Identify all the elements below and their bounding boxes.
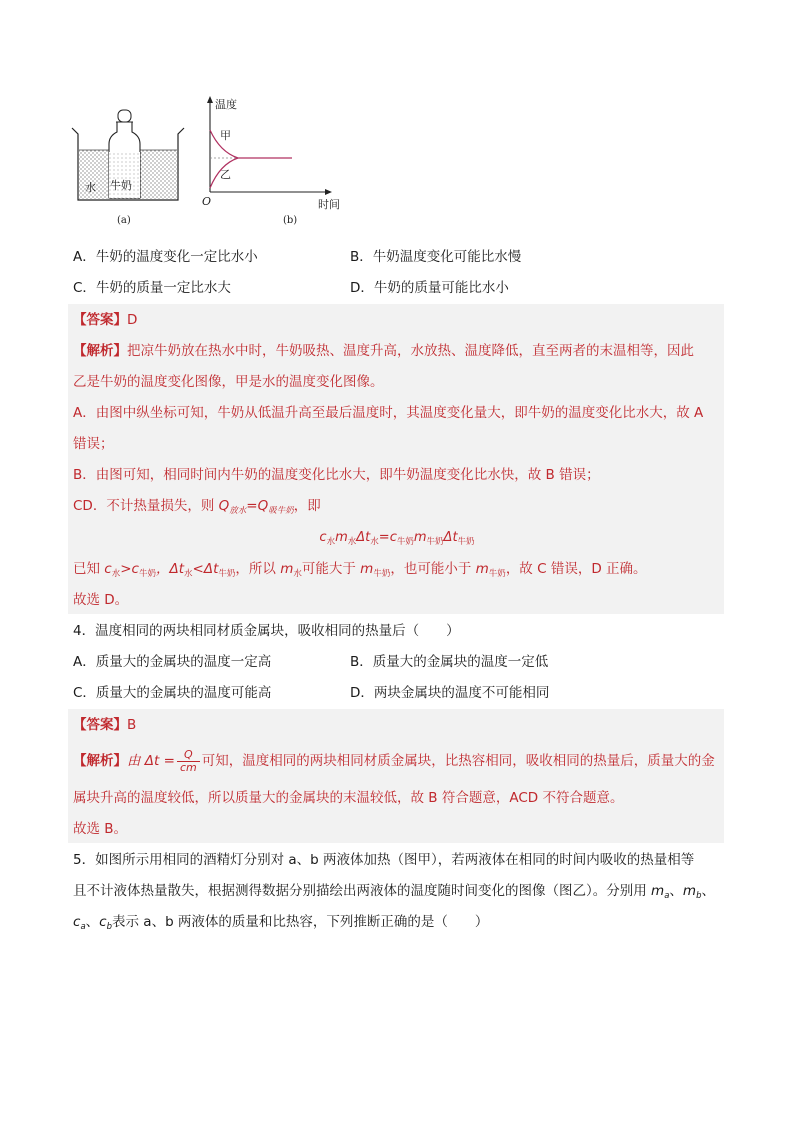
q3-a-line-1: A．由图中纵坐标可知，牛奶从低温升高至最后温度时，其温度变化量大，即牛奶的温度变化比水大，故 A: [73, 405, 704, 421]
fraction-q-over-cm: [177, 749, 200, 774]
f-m1: m: [335, 530, 348, 545]
answer-value: D: [127, 312, 138, 328]
cd-q: Q: [218, 498, 230, 514]
frac-den: cm: [179, 760, 197, 774]
q3-option-c: C．牛奶的质量一定比水大: [73, 280, 231, 296]
k-s5: 水: [293, 569, 302, 579]
q3-option-b: B．牛奶温度变化可能比水慢: [350, 249, 522, 265]
q5-sep2: 、: [701, 883, 715, 899]
f-dt1: Δt: [356, 530, 371, 545]
q4-option-a: A．质量大的金属块的温度一定高: [73, 654, 272, 670]
analysis-tag: 【解析】: [73, 343, 127, 359]
k-a: 已知: [73, 561, 105, 577]
k-s2: 牛奶: [138, 569, 156, 579]
q3-cd-line: [73, 497, 321, 520]
q4-stem: 4．温度相同的两块相同材质金属块，吸收相同的热量后（ ）: [73, 623, 460, 639]
cd-text-b: ，即: [293, 498, 321, 514]
f-s6: 牛奶: [457, 537, 475, 547]
q5-cb: c: [99, 914, 107, 930]
analysis-text: 可知，温度相同的两块相同材质金属块，比热容相同，吸收相同的热量后，质量大的金: [201, 753, 715, 769]
q3-known-line: [73, 560, 647, 583]
q3-option-d: D．牛奶的质量可能比水小: [350, 280, 509, 296]
q4-analysis-line-1: [73, 748, 715, 774]
k-s1: 水: [111, 569, 121, 579]
beaker-diagram: [72, 110, 184, 226]
q3-analysis-line-1: [73, 342, 694, 360]
k-s6: 牛奶: [373, 569, 391, 579]
f-m2: m: [413, 530, 427, 545]
k-c: 可能大于: [301, 561, 361, 577]
y-axis-label: 温度: [215, 98, 237, 111]
answer-tag: 【答案】: [73, 312, 127, 328]
cd-eq: =Q: [246, 498, 269, 514]
analysis-text: 把凉牛奶放在热水中时，牛奶吸热、温度升高，水放热、温度降低，直至两者的末温相等，因此: [127, 343, 694, 359]
q5-sep3: 、: [85, 914, 100, 930]
q3-a-line-2: 错误；: [73, 436, 114, 452]
analysis-pre: 由 Δt =: [127, 753, 175, 769]
label-milk: 牛奶: [110, 179, 132, 192]
q4-option-b: B．质量大的金属块的温度一定低: [350, 654, 549, 670]
k-s7: 牛奶: [488, 569, 506, 579]
answer-tag: 【答案】: [73, 717, 127, 733]
k-lt2: <Δt: [192, 561, 219, 577]
q5-sa: a: [664, 891, 670, 901]
q5-text-3: 表示 a、b 两液体的质量和比热容，下列推断正确的是（ ）: [112, 914, 489, 930]
k-s3: 水: [184, 569, 193, 579]
q5-cb-sub: b: [106, 922, 112, 932]
curve-jia-label: 甲: [220, 129, 231, 142]
q5-line-1: 5．如图所示用相同的酒精灯分别对 a、b 两液体加热（图甲），若两液体在相同的时间内吸收的热量相等: [73, 852, 695, 868]
frac-num: Q: [177, 749, 200, 762]
k-s4: 牛奶: [218, 569, 236, 579]
origin-label: O: [202, 195, 212, 208]
k-gt: >c: [120, 561, 139, 577]
k-m2: m: [360, 561, 374, 577]
k-m3: m: [475, 561, 489, 577]
q5-ca-sub: a: [80, 922, 86, 932]
caption-a: (a): [117, 215, 131, 226]
q3-analysis-line-2: 乙是牛奶的温度变化图像，甲是水的温度变化图像。: [73, 374, 384, 390]
q4-option-d: D．两块金属块的温度不可能相同: [350, 685, 550, 701]
cd-text-a: CD．不计热量损失，则: [73, 498, 219, 514]
q5-sep1: 、: [669, 883, 683, 899]
q3-answer: [73, 311, 137, 329]
temperature-time-graph: [202, 96, 340, 226]
q4-analysis-line-2: 属块升高的温度较低，所以质量大的金属块的末温较低，故 B 符合题意，ACD 不符合题意。: [73, 790, 624, 806]
f-s4: 牛奶: [396, 537, 414, 547]
x-axis-label: 时间: [318, 198, 340, 211]
q5-ma: m: [651, 883, 665, 899]
f-s5: 牛奶: [426, 537, 444, 547]
figure-svg: [60, 92, 360, 237]
f-c1: c: [319, 530, 327, 545]
q5-text: 且不计液体热量散失，根据测得数据分别描绘出两液体的温度随时间变化的图像（图乙）。分别用: [73, 883, 652, 899]
q4-option-c: C．质量大的金属块的温度可能高: [73, 685, 272, 701]
q5-line-3: [73, 913, 488, 936]
cd-sub-fang: 放水: [229, 506, 247, 516]
q3-formula: [0, 529, 794, 551]
q4-conclude: 故选 B。: [73, 821, 128, 837]
q3-conclude: 故选 D。: [73, 592, 129, 608]
f-s2: 水: [347, 537, 357, 547]
caption-b: (b): [283, 215, 298, 226]
q4-answer: [73, 716, 136, 734]
q5-ca: c: [73, 914, 81, 930]
k-lt: ，Δt: [156, 561, 185, 577]
curve-yi-label: 乙: [220, 168, 231, 181]
f-s1: 水: [326, 537, 336, 547]
k-c1: c: [104, 561, 112, 577]
q5-sb: b: [696, 891, 702, 901]
answer-value: B: [127, 717, 137, 733]
q3-b-line: B．由图可知，相同时间内牛奶的温度变化比水大，即牛奶温度变化比水快，故 B 错误；: [73, 467, 600, 483]
q4-answer-block: [68, 709, 724, 843]
f-dt2: Δt: [443, 530, 458, 545]
figure-beaker-and-graph: [60, 92, 360, 237]
f-s3: 水: [370, 537, 379, 547]
label-water: 水: [85, 181, 96, 194]
cd-sub-xi: 吸牛奶: [268, 506, 294, 516]
k-d: ，也可能小于: [390, 561, 476, 577]
k-b: ，所以: [235, 561, 281, 577]
analysis-tag: 【解析】: [73, 753, 127, 769]
q5-line-2: [73, 882, 715, 905]
k-m1: m: [280, 561, 294, 577]
f-eq: =c: [378, 530, 397, 545]
q5-mb: m: [682, 883, 697, 899]
q3-option-a: A．牛奶的温度变化一定比水小: [73, 249, 258, 265]
k-e: ，故 C 错误，D 正确。: [505, 561, 647, 577]
